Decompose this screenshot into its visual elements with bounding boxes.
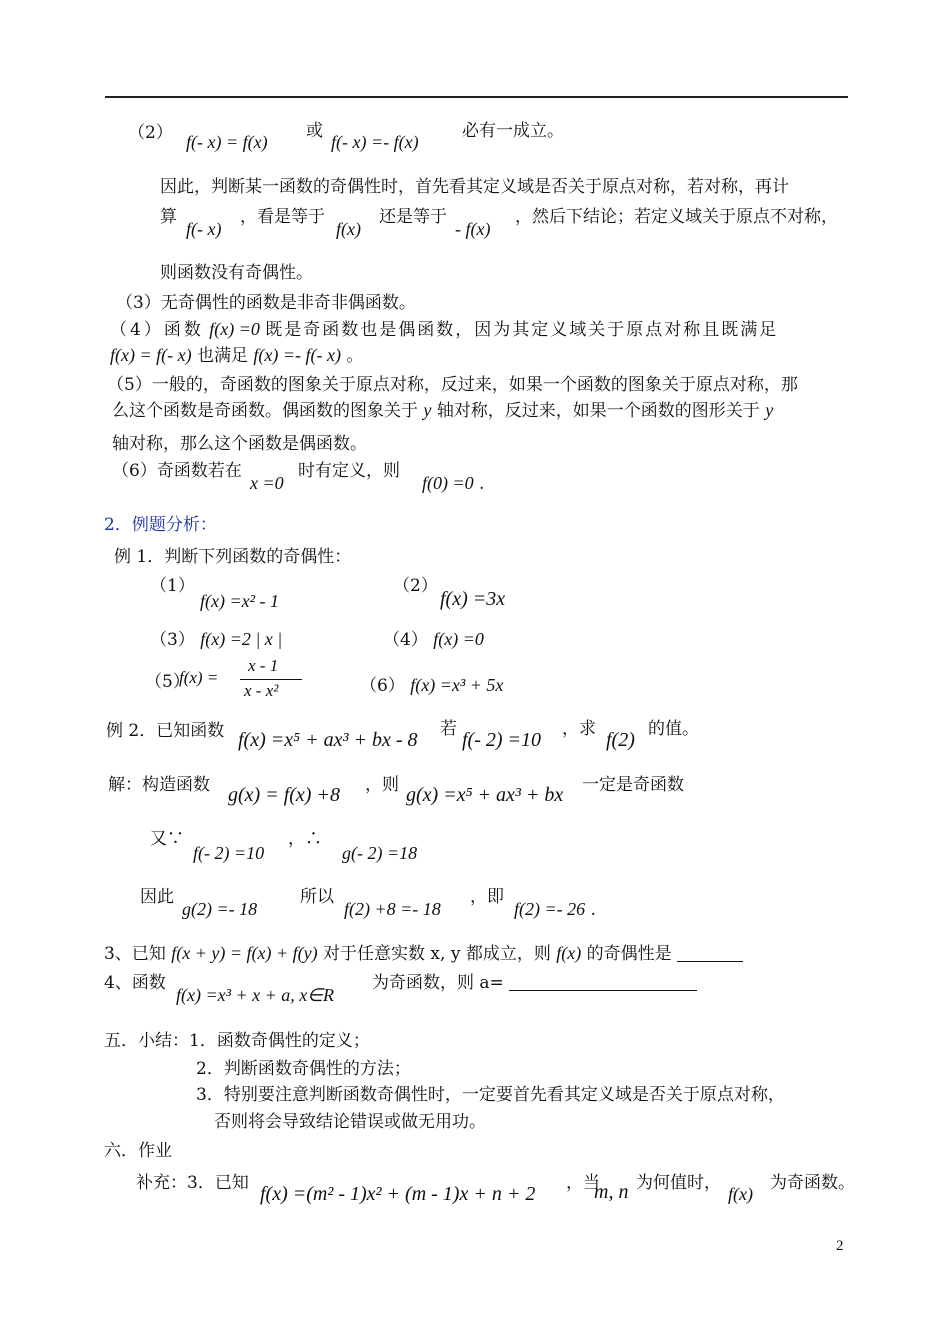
homework-supp-c (636, 1172, 721, 1194)
property-2-formula-line (186, 131, 268, 154)
item-label: （3） (150, 630, 195, 650)
property-6-m2-line (422, 472, 484, 495)
exercise-3-b: 对于任意实数 x, y 都成立，则 (323, 944, 551, 964)
property-5-line2 (112, 399, 773, 422)
property-3-text: （3）无奇偶性的函数是非奇非偶函数。 (116, 293, 416, 313)
paragraph-2-c-line (379, 206, 447, 228)
hence-m2 (344, 898, 441, 921)
solution-c (582, 774, 684, 796)
property-5-line3 (112, 433, 367, 455)
summary-item-3b-text: 否则将会导致结论错误或做无用功。 (214, 1112, 486, 1132)
item-expr: f(x) =2 | x | (200, 629, 283, 649)
homework-fx: f(x) (728, 1184, 753, 1204)
example-1-title (114, 546, 351, 568)
hence-period: . (590, 900, 596, 920)
homework-supp-b-text: ，当 (566, 1173, 600, 1193)
paragraph-2-m3: - f(x) (455, 219, 491, 239)
exercise-4-a (104, 972, 166, 994)
property-5-a: 么这个函数是奇函数。偶函数的图象关于 (112, 401, 418, 421)
property-2-tail: 必有一成立。 (462, 121, 564, 141)
exercise-4-m (176, 984, 334, 1007)
example-2-condition: f(- 2) =10 (462, 729, 542, 751)
example-2-d (648, 718, 699, 740)
exercise-4-formula: f(x) =x³ + x + a, x∈R (176, 985, 334, 1005)
examples-heading-text: 2．例题分析： (104, 515, 217, 535)
example-1-item-4 (383, 628, 484, 651)
hence-m1 (182, 898, 257, 921)
homework-title (104, 1140, 172, 1162)
summary-item-3 (196, 1084, 785, 1106)
since-text: 又∵ (150, 829, 184, 849)
since-formula: f(- 2) =10 (193, 843, 265, 863)
property-5-text1: （5）一般的，奇函数的图象关于原点对称，反过来，如果一个函数的图象关于原点对称，那 (107, 375, 798, 395)
property-5-y: y (423, 400, 432, 420)
therefore-line (288, 828, 322, 850)
summary-item-2 (196, 1058, 411, 1080)
example-2-a-text: 例 2．已知函数 (106, 721, 225, 741)
paragraph-2-m1: f(- x) (186, 219, 222, 239)
example-1-item-6 (360, 674, 503, 697)
summary-item-2-text: 2．判断函数奇偶性的方法； (196, 1059, 411, 1079)
example-1-item-3 (150, 628, 282, 651)
solution-b (365, 774, 399, 796)
homework-title-text: 六．作业 (104, 1141, 172, 1161)
formula-even: f(- x) = f(x) (186, 132, 268, 152)
property-6-b-line (298, 460, 400, 482)
since-line (150, 828, 184, 850)
property-6-m1-line (250, 472, 284, 495)
homework-formula: f(x) =(m² - 1)x² + (m - 1)x + n + 2 (260, 1183, 536, 1205)
property-5-text3: 轴对称，那么这个函数是偶函数。 (112, 434, 367, 454)
property-2-or (306, 120, 323, 142)
summary-item-3b (214, 1111, 486, 1133)
solution-a-text: 解：构造函数 (108, 775, 210, 795)
hence-b (300, 886, 334, 908)
exercise-4-b (372, 972, 697, 994)
paragraph-2-b-line (240, 206, 325, 228)
hence-m3 (514, 898, 596, 921)
item-expr: f(x) =x² - 1 (200, 591, 280, 611)
homework-supp-d-text: 为奇函数。 (770, 1173, 855, 1193)
homework-supp-c-text: 为何值时， (636, 1173, 721, 1193)
hence-f2-plus: f(2) +8 =- 18 (344, 899, 441, 919)
example-1-item-1-expr (200, 590, 279, 613)
property-5-line1 (107, 374, 798, 396)
example-1-text: 例 1．判断下列函数的奇偶性： (114, 547, 352, 567)
since-m1 (193, 842, 264, 865)
summary-title-text: 五．小结：1．函数奇偶性的定义； (104, 1031, 370, 1051)
answer-blank-a[interactable] (509, 990, 697, 991)
example-2-d-text: 的值。 (648, 719, 699, 739)
paragraph-1-text: 因此，判断某一函数的奇偶性时，首先看其定义域是否关于原点对称，若对称，再计 (160, 177, 789, 197)
therefore-m (342, 842, 417, 865)
homework-supp-d (770, 1172, 855, 1194)
homework-supp-m1 (260, 1183, 535, 1206)
homework-supp-m3 (728, 1183, 753, 1206)
property-4-line1 (110, 318, 778, 341)
page-number: 2 (836, 1238, 844, 1254)
fraction-numerator: x - 1 (248, 656, 279, 675)
paragraph-2-m2-line (336, 218, 361, 241)
summary-title (104, 1030, 370, 1052)
paragraph-3-text: 则函数没有奇偶性。 (160, 263, 313, 283)
property-6-m1: x =0 (250, 473, 284, 493)
hence-a-text: 因此 (140, 887, 174, 907)
formula-odd: f(- x) =- f(x) (331, 132, 419, 152)
hence-b-text: 所以 (300, 887, 334, 907)
solution-c-text: 一定是奇函数 (582, 775, 684, 795)
summary-item-3-text: 3．特别要注意判断函数奇偶性时，一定要首先看其定义域是否关于原点对称， (196, 1085, 785, 1105)
solution-m2 (406, 784, 563, 807)
property-6-b: 时有定义，则 (298, 461, 400, 481)
fraction-lhs: f(x) = (179, 668, 219, 687)
fraction-bar (240, 679, 302, 680)
hence-result: f(2) =- 26 (514, 899, 586, 919)
answer-blank[interactable] (677, 961, 743, 962)
property-4-m2: f(x) = f(- x) (110, 345, 192, 365)
paragraph-3 (160, 262, 313, 284)
hence-c (470, 886, 504, 908)
property-2-line (128, 122, 173, 144)
header-rule (105, 96, 848, 98)
paragraph-2-d: ，然后下结论；若定义域关于原点不对称， (515, 207, 838, 227)
example-2-m3 (606, 729, 635, 752)
property-6-c: . (479, 474, 485, 494)
exercise-3-fx: f(x) (556, 943, 582, 963)
paragraph-1 (160, 176, 789, 198)
hence-c-text: ，即 (470, 887, 504, 907)
item-expr: f(x) =3x (440, 588, 506, 610)
examples-heading (104, 514, 217, 536)
paragraph-2-m3-line (455, 218, 490, 241)
item-label: （2） (393, 576, 438, 596)
homework-mn: m, n (594, 1181, 629, 1203)
example-2-a (106, 720, 224, 742)
solution-m1 (228, 784, 340, 807)
homework-supp-a-text: 补充：3．已知 (136, 1173, 249, 1193)
exercise-3-a: 3、已知 (104, 944, 166, 964)
paragraph-2-m1-line (186, 218, 221, 241)
exercise-4-b-text: 为奇函数，则 a= (372, 973, 504, 993)
item-expr: f(x) =x³ + 5x (410, 675, 504, 695)
paragraph-2-c: 还是等于 (379, 207, 447, 227)
example-1-item-2-label (393, 575, 438, 597)
exercise-4-a-text: 4、函数 (104, 973, 166, 993)
property-2-tail-line (462, 120, 564, 142)
property-4-m3: f(x) =- f(- x) (253, 345, 342, 365)
property-4-m1: f(x) =0 (209, 319, 260, 339)
homework-supp-m2 (594, 1181, 628, 1204)
paragraph-2-a: 算 (160, 207, 177, 227)
hence-g2: g(2) =- 18 (182, 899, 258, 919)
property-6-m2: f(0) =0 (422, 473, 474, 493)
property-6-line (112, 460, 242, 482)
solution-b-text: ，则 (365, 775, 399, 795)
example-2-c-text: ，求 (562, 719, 596, 739)
solution-gx: g(x) =x⁵ + ax³ + bx (406, 784, 564, 806)
exercise-3 (104, 942, 743, 965)
property-4-line2 (110, 344, 363, 367)
paragraph-2-d-line (515, 206, 838, 228)
paragraph-2-b: ，看是等于 (240, 207, 325, 227)
fraction-denominator: x - x² (244, 681, 279, 700)
item-label: （5） (145, 672, 190, 692)
item-label: （4） (383, 630, 428, 650)
property-2-label: （2） (128, 123, 173, 143)
property-2-formula2-line (331, 131, 419, 154)
paragraph-2-m2: f(x) (336, 219, 361, 239)
property-4-d: 。 (346, 346, 364, 366)
solution-construct: g(x) = f(x) +8 (228, 784, 340, 806)
example-2-c (562, 718, 596, 740)
item-label: （6） (360, 676, 405, 696)
property-4-a: （4）函数 (110, 320, 204, 340)
exercise-3-c: 的奇偶性是 (586, 944, 672, 964)
property-3 (116, 292, 416, 314)
therefore-text: ，∴ (288, 829, 322, 849)
property-5-b: 轴对称，反过来，如果一个函数的图形关于 (436, 401, 760, 421)
example-2-b-text: 若 (440, 719, 457, 739)
property-4-c: 也满足 (197, 346, 249, 366)
paragraph-2a (160, 206, 177, 228)
hence-a (140, 886, 174, 908)
or-text: 或 (306, 121, 323, 141)
item-expr: f(x) =0 (433, 629, 484, 649)
property-5-y2: y (765, 400, 774, 420)
example-2-formula: f(x) =x⁵ + ax³ + bx - 8 (238, 729, 418, 751)
example-2-m2 (462, 729, 541, 752)
item-label: （1） (150, 576, 195, 596)
example-2-b (440, 718, 457, 740)
example-2-m1 (238, 729, 417, 752)
example-1-item-1-label (150, 575, 195, 597)
homework-supp-a (136, 1172, 249, 1194)
therefore-formula: g(- 2) =18 (342, 843, 418, 863)
property-6-a: （6）奇函数若在 (112, 461, 242, 481)
example-1-item-2-expr (440, 588, 505, 611)
solution-a (108, 774, 210, 796)
exercise-3-formula: f(x + y) = f(x) + f(y) (171, 943, 318, 963)
example-2-target: f(2) (606, 729, 635, 751)
property-4-b: 既是奇函数也是偶函数，因为其定义域关于原点对称且既满足 (265, 320, 779, 340)
